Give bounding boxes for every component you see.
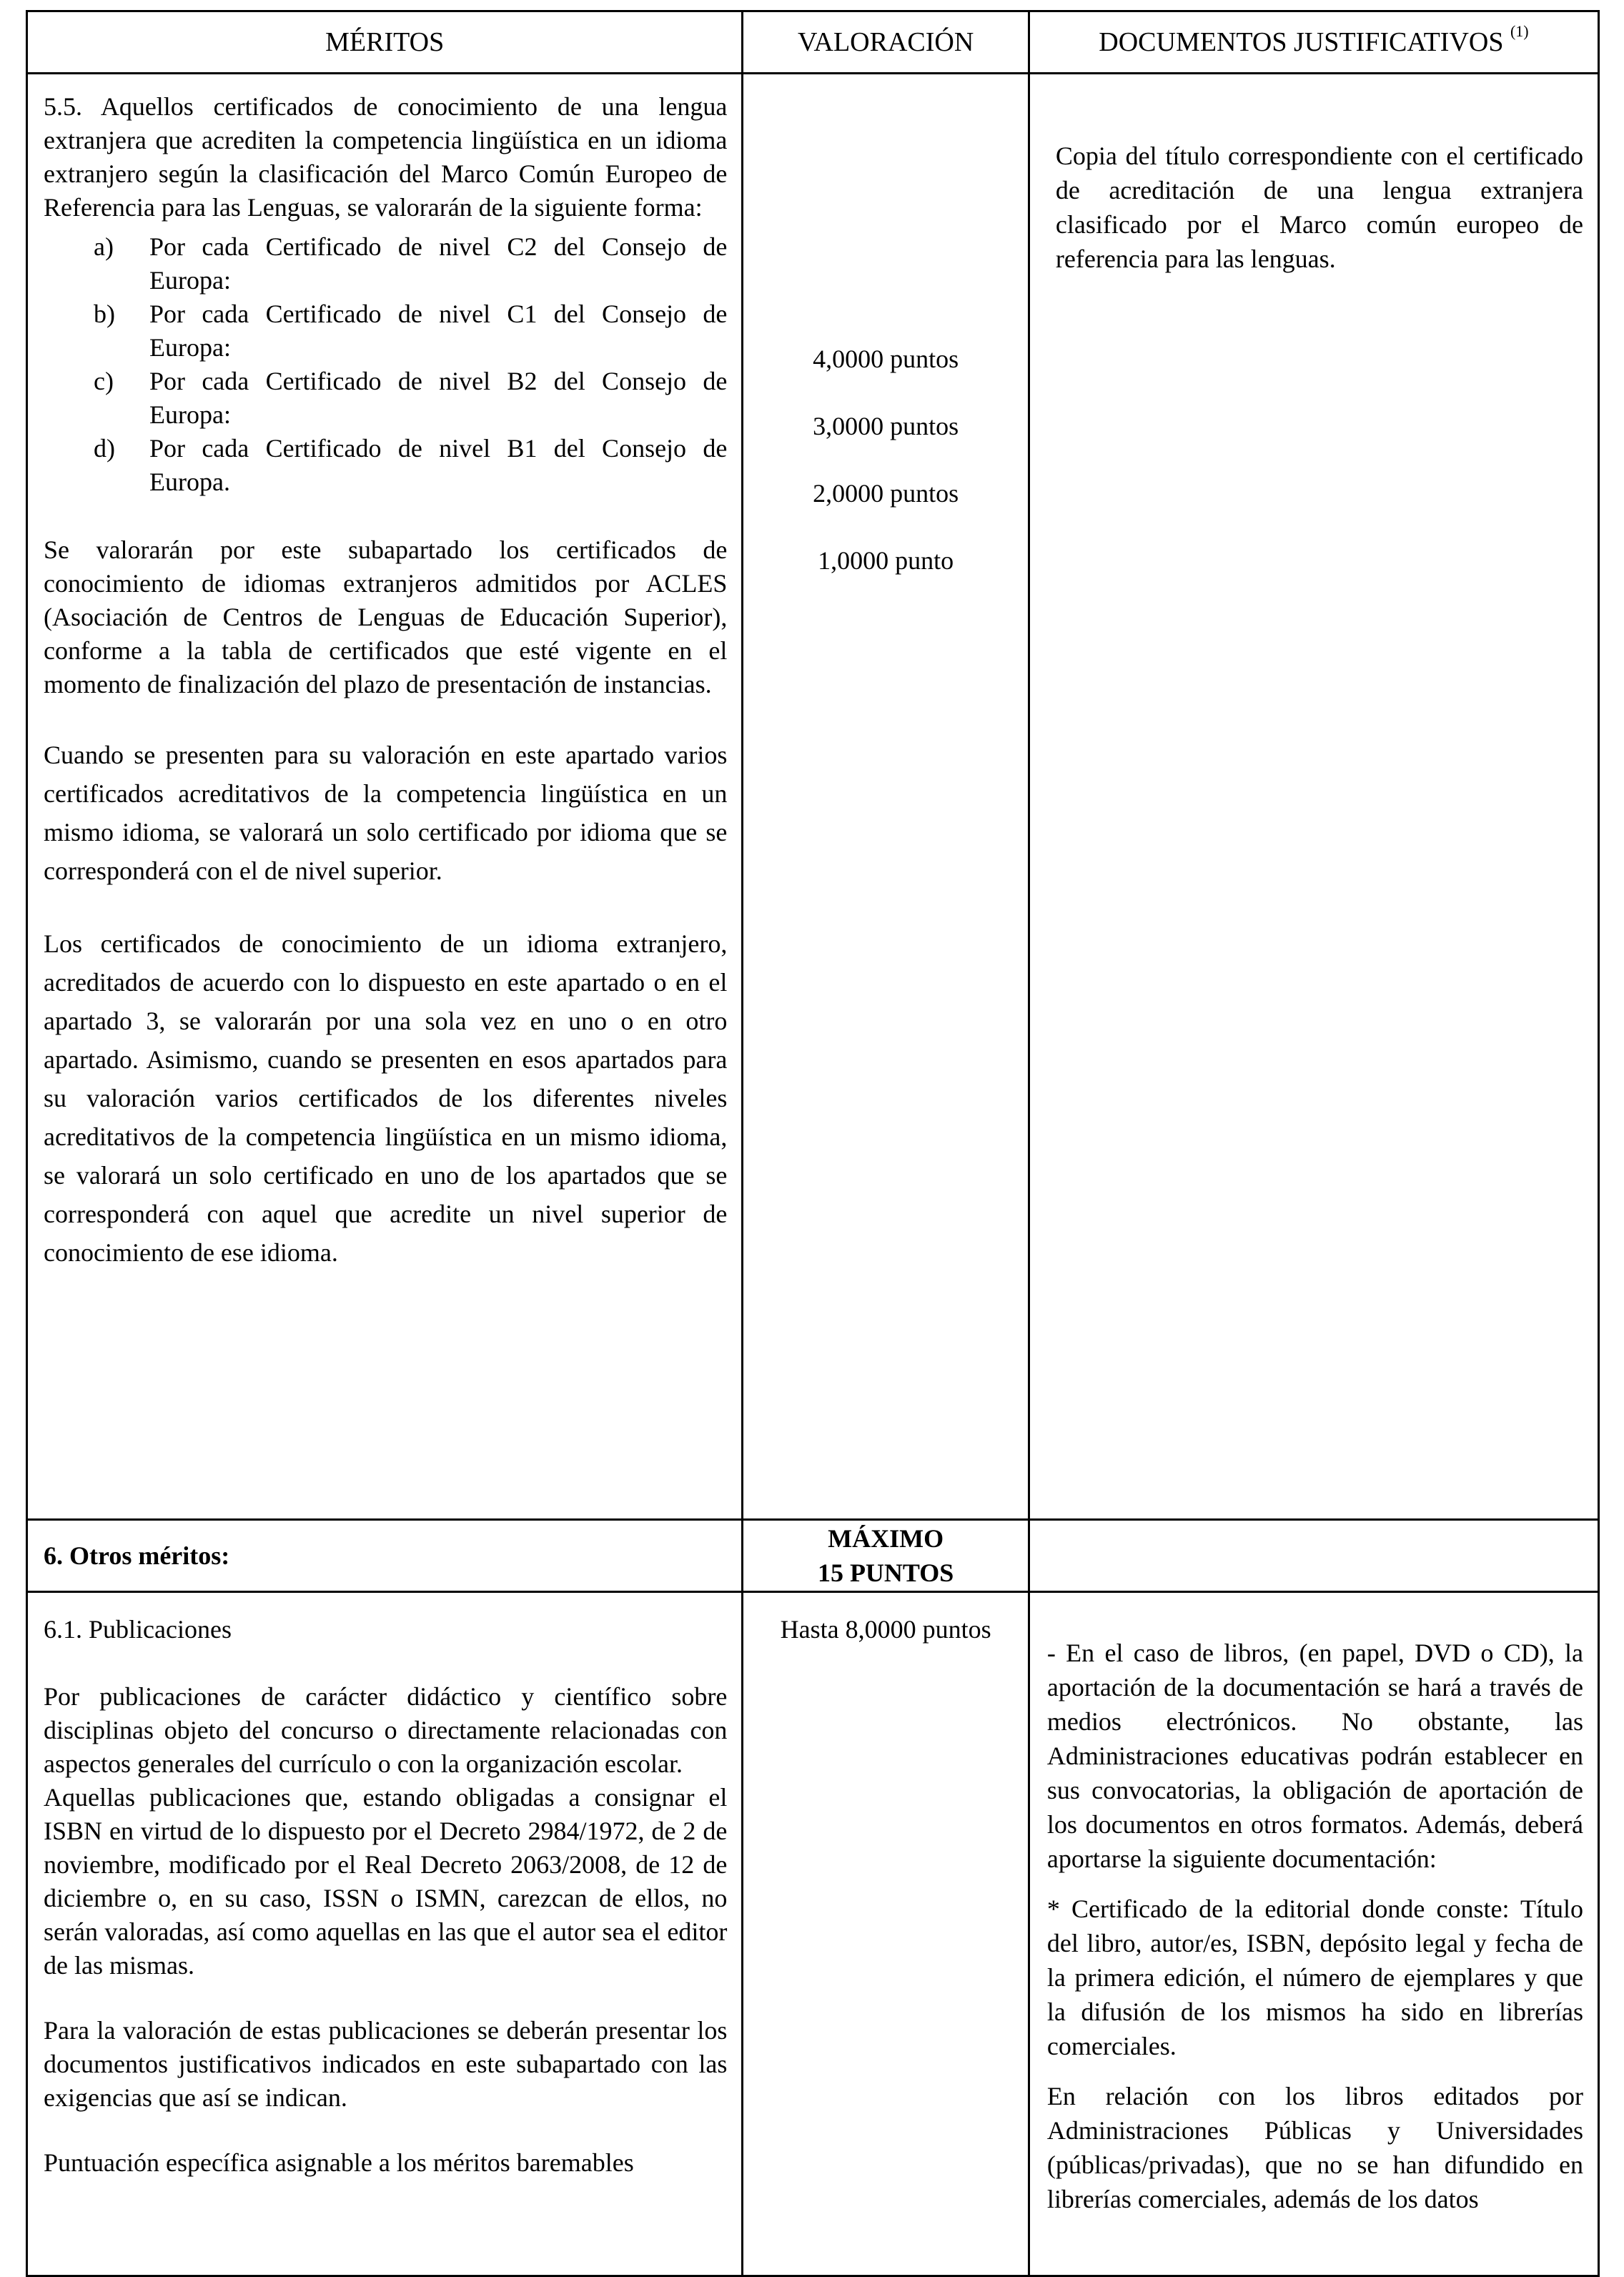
single-valuation-paragraph: Los certificados de conocimiento de un idioma extranjero, acreditados de acuerdo con lo dispuesto en este apartado o en el apartado 3, se valorarán por una sola vez en uno o en otro apartado. Asimismo, cuando se presenten en esos apartados para su valoración varios certificados de los diferentes niveles acreditativos de la competencia lingüística en un mismo idioma, se valorará un solo certificado en uno de los apartados que se corresponderá con aquel que acredite un nivel superior de conocimiento de ese idioma.	[44, 929, 728, 1267]
list-text: Por cada Certificado de nivel C2 del Consejo de Europa:	[149, 232, 728, 295]
header-meritos: MÉRITOS	[27, 11, 743, 74]
table-row-5-5	[27, 74, 1599, 1520]
list-letter: b)	[94, 300, 115, 328]
section-6-docs-empty	[1029, 1520, 1598, 1592]
list-text: Por cada Certificado de nivel B2 del Consejo de Europa:	[149, 367, 728, 429]
docs-public-admin: En relación con los libros editados por Administraciones Públicas y Universidades (públicas/privadas), que no se han difundido en librerías comerciales, además de los datos	[1046, 2082, 1583, 2213]
max-line-2: 15 PUNTOS	[817, 1559, 954, 1587]
section-6-title: 6. Otros méritos:	[27, 1520, 743, 1592]
publications-para-4: Puntuación específica asignable a los méritos baremables	[44, 2148, 634, 2177]
document-page	[26, 10, 1600, 2277]
list-item	[44, 297, 727, 365]
list-letter: c)	[94, 367, 114, 395]
list-letter: a)	[94, 232, 114, 261]
points-b2: 2,0000 puntos	[813, 479, 959, 508]
footnote-marker: (1)	[1510, 22, 1529, 41]
docs-6-1	[1029, 1592, 1598, 2276]
level-list	[44, 230, 727, 499]
merit-6-1	[27, 1592, 743, 2276]
publications-para-2: Aquellas publicaciones que, estando obligadas a consignar el ISBN en virtud de lo dispuesto por el Decreto 2984/1972, de 2 de noviembre, modificado por el Real Decreto 2063/2008, de 12 de diciembre o, en su caso, ISSN o ISMN, carezcan de ellos, no serán valoradas, así como aquellas en las que el autor sea el editor de las mismas.	[44, 1783, 728, 1980]
merit-5-5-intro: 5.5. Aquellos certificados de conocimiento de una lengua extranjera que acrediten la competencia lingüística en un idioma extranjero según la clasificación del Marco Común Europeo de Referencia para las Lenguas, se valorarán de la siguiente forma:	[44, 92, 728, 222]
max-line-1: MÁXIMO	[828, 1524, 944, 1553]
publications-para-3: Para la valoración de estas publicaciones se deberán presentar los documentos justificativos indicados en este subapartado con las exigencias que así se indican.	[44, 2016, 728, 2112]
table-row-6	[27, 1520, 1599, 1592]
table-header-row	[27, 11, 1599, 74]
list-text: Por cada Certificado de nivel C1 del Consejo de Europa:	[149, 300, 728, 362]
points-b1: 1,0000 punto	[818, 546, 954, 575]
list-item	[44, 432, 727, 499]
publications-title: 6.1. Publicaciones	[44, 1615, 232, 1644]
publications-para-1: Por publicaciones de carácter didáctico y científico sobre disciplinas objeto del concurso o directamente relacionadas con aspectos generales del currículo o con la organización escolar.	[44, 1682, 728, 1778]
header-documentos-label: DOCUMENTOS JUSTIFICATIVOS	[1099, 27, 1504, 57]
valuation-5-5	[743, 74, 1029, 1520]
acles-paragraph: Se valorarán por este subapartado los certificados de conocimiento de idiomas extranjeros admitidos por ACLES (Asociación de Centros de Lenguas de Educación Superior), conforme a la tabla de certificados que esté vigente en el momento de finalización del plazo de presentación de instancias.	[44, 535, 728, 698]
merit-5-5	[27, 74, 743, 1520]
docs-5-5: Copia del título correspondiente con el certificado de acreditación de una lengua extranjera clasificado por el Marco común europeo de referencia para las lenguas.	[1029, 74, 1598, 1520]
list-text: Por cada Certificado de nivel B1 del Consejo de Europa.	[149, 434, 728, 496]
merits-table	[26, 10, 1600, 2277]
valuation-6-1: Hasta 8,0000 puntos	[743, 1592, 1029, 2276]
list-item	[44, 230, 727, 297]
same-language-paragraph: Cuando se presenten para su valoración en este apartado varios certificados acreditativos de la competencia lingüística en un mismo idioma, se valorará un solo certificado por idioma que se corresponderá con el de nivel superior.	[44, 741, 728, 885]
points-c1: 3,0000 puntos	[813, 412, 959, 440]
header-documentos	[1029, 11, 1598, 74]
points-c2: 4,0000 puntos	[813, 345, 959, 373]
points-list	[744, 75, 1027, 611]
list-item	[44, 365, 727, 432]
list-letter: d)	[94, 434, 115, 463]
table-row-6-1	[27, 1592, 1599, 2276]
section-6-max	[743, 1520, 1029, 1592]
docs-books: - En el caso de libros, (en papel, DVD o CD), la aportación de la documentación se hará a través de medios electrónicos. No obstante, las Administraciones educativas podrán establecer en sus convocatorias, la obligación de aportación de los documentos en otros formatos. Además, deberá aportarse la siguiente documentación:	[1046, 1639, 1583, 1873]
docs-editorial-certificate: * Certificado de la editorial donde conste: Título del libro, autor/es, ISBN, depósito legal y fecha de la primera edición, el número de ejemplares y que la difusión de los mismos ha sido en librerías comerciales.	[1046, 1895, 1583, 2060]
header-valoracion: VALORACIÓN	[743, 11, 1029, 74]
